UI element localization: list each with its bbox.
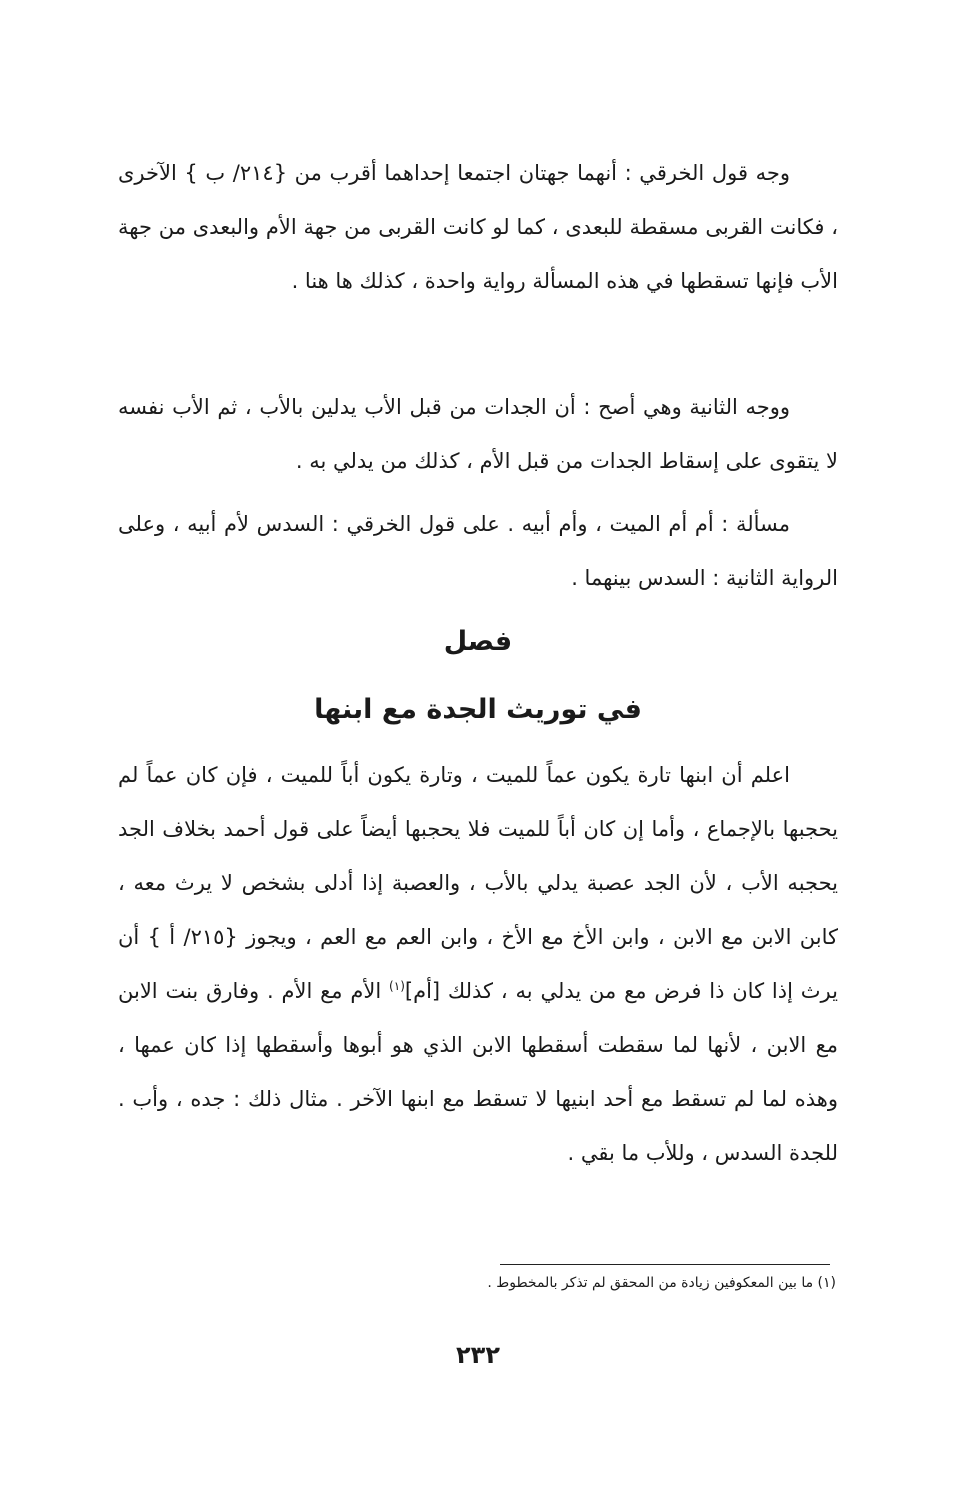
section-title: في توريث الجدة مع ابنها [314, 694, 642, 725]
footnote-reference[interactable]: (١) [389, 979, 405, 993]
paragraph-text-part2: الأم مع الأم . وفارق بنت الابن مع الابن ، لأنها لما سقطت أسقطها الابن الذي هو أبوها وأسقطها إذا كان عمها ، وهذه لما لم تسقط مع أحد ابنيها لا تسقط مع ابنها الآخر . مثال ذلك : جده ، وأب . للجدة السدس ، وللأب ما بقي . [118, 979, 838, 1165]
paragraph-second-view: ووجه الثانية وهي أصح : أن الجدات من قبل الأب يدلين بالأب ، ثم الأب نفسه لا يتقوى على إسقاط الجدات من قبل الأم ، كذلك من يدلي به . [118, 395, 838, 473]
paragraph-grandmother-inheritance [118, 748, 838, 1180]
footnote: (١) ما بين المعكوفين زيادة من المحقق لم تذكر بالمخطوط . [487, 1275, 836, 1291]
section-heading: فصل [443, 626, 513, 657]
paragraph-text-part1: اعلم أن ابنها تارة يكون عماً للميت ، وتارة يكون أباً للميت ، فإن كان عماً لم يحجبها بالإجماع ، وأما إن كان أباً للميت فلا يحجبها أيضاً على قول أحمد بخلاف الجد يحجبه الأب ، لأن الجد عصبة يدلي بالأب ، والعصبة إذا أدلى بشخص لا يرث معه ، كابن الابن مع الابن ، وابن الأخ مع الأخ ، وابن العم مع العم ، ويجوز {٢١٥/ أ } أن يرث إذا كان ذا فرض مع من يدلي به ، كذلك [أم] [118, 763, 838, 1003]
page-number: ٢٣٢ [456, 1341, 500, 1369]
paragraph-khiraqi-view: وجه قول الخرقي : أنهما جهتان اجتمعا إحداهما أقرب من {٢١٤/ ب } الآخرى ، فكانت القربى مسقطة للبعدى ، كما لو كانت القربى من جهة الأم والبعدى من جهة الأب فإنها تسقطها في هذه المسألة رواية واحدة ، كذلك ها هنا . [118, 161, 838, 293]
paragraph-masala: مسألة : أم أم الميت ، وأم أبيه . على قول الخرقي : السدس لأم أبيه ، وعلى الرواية الثانية : السدس بينهما . [118, 512, 838, 590]
footnote-divider [500, 1264, 830, 1265]
